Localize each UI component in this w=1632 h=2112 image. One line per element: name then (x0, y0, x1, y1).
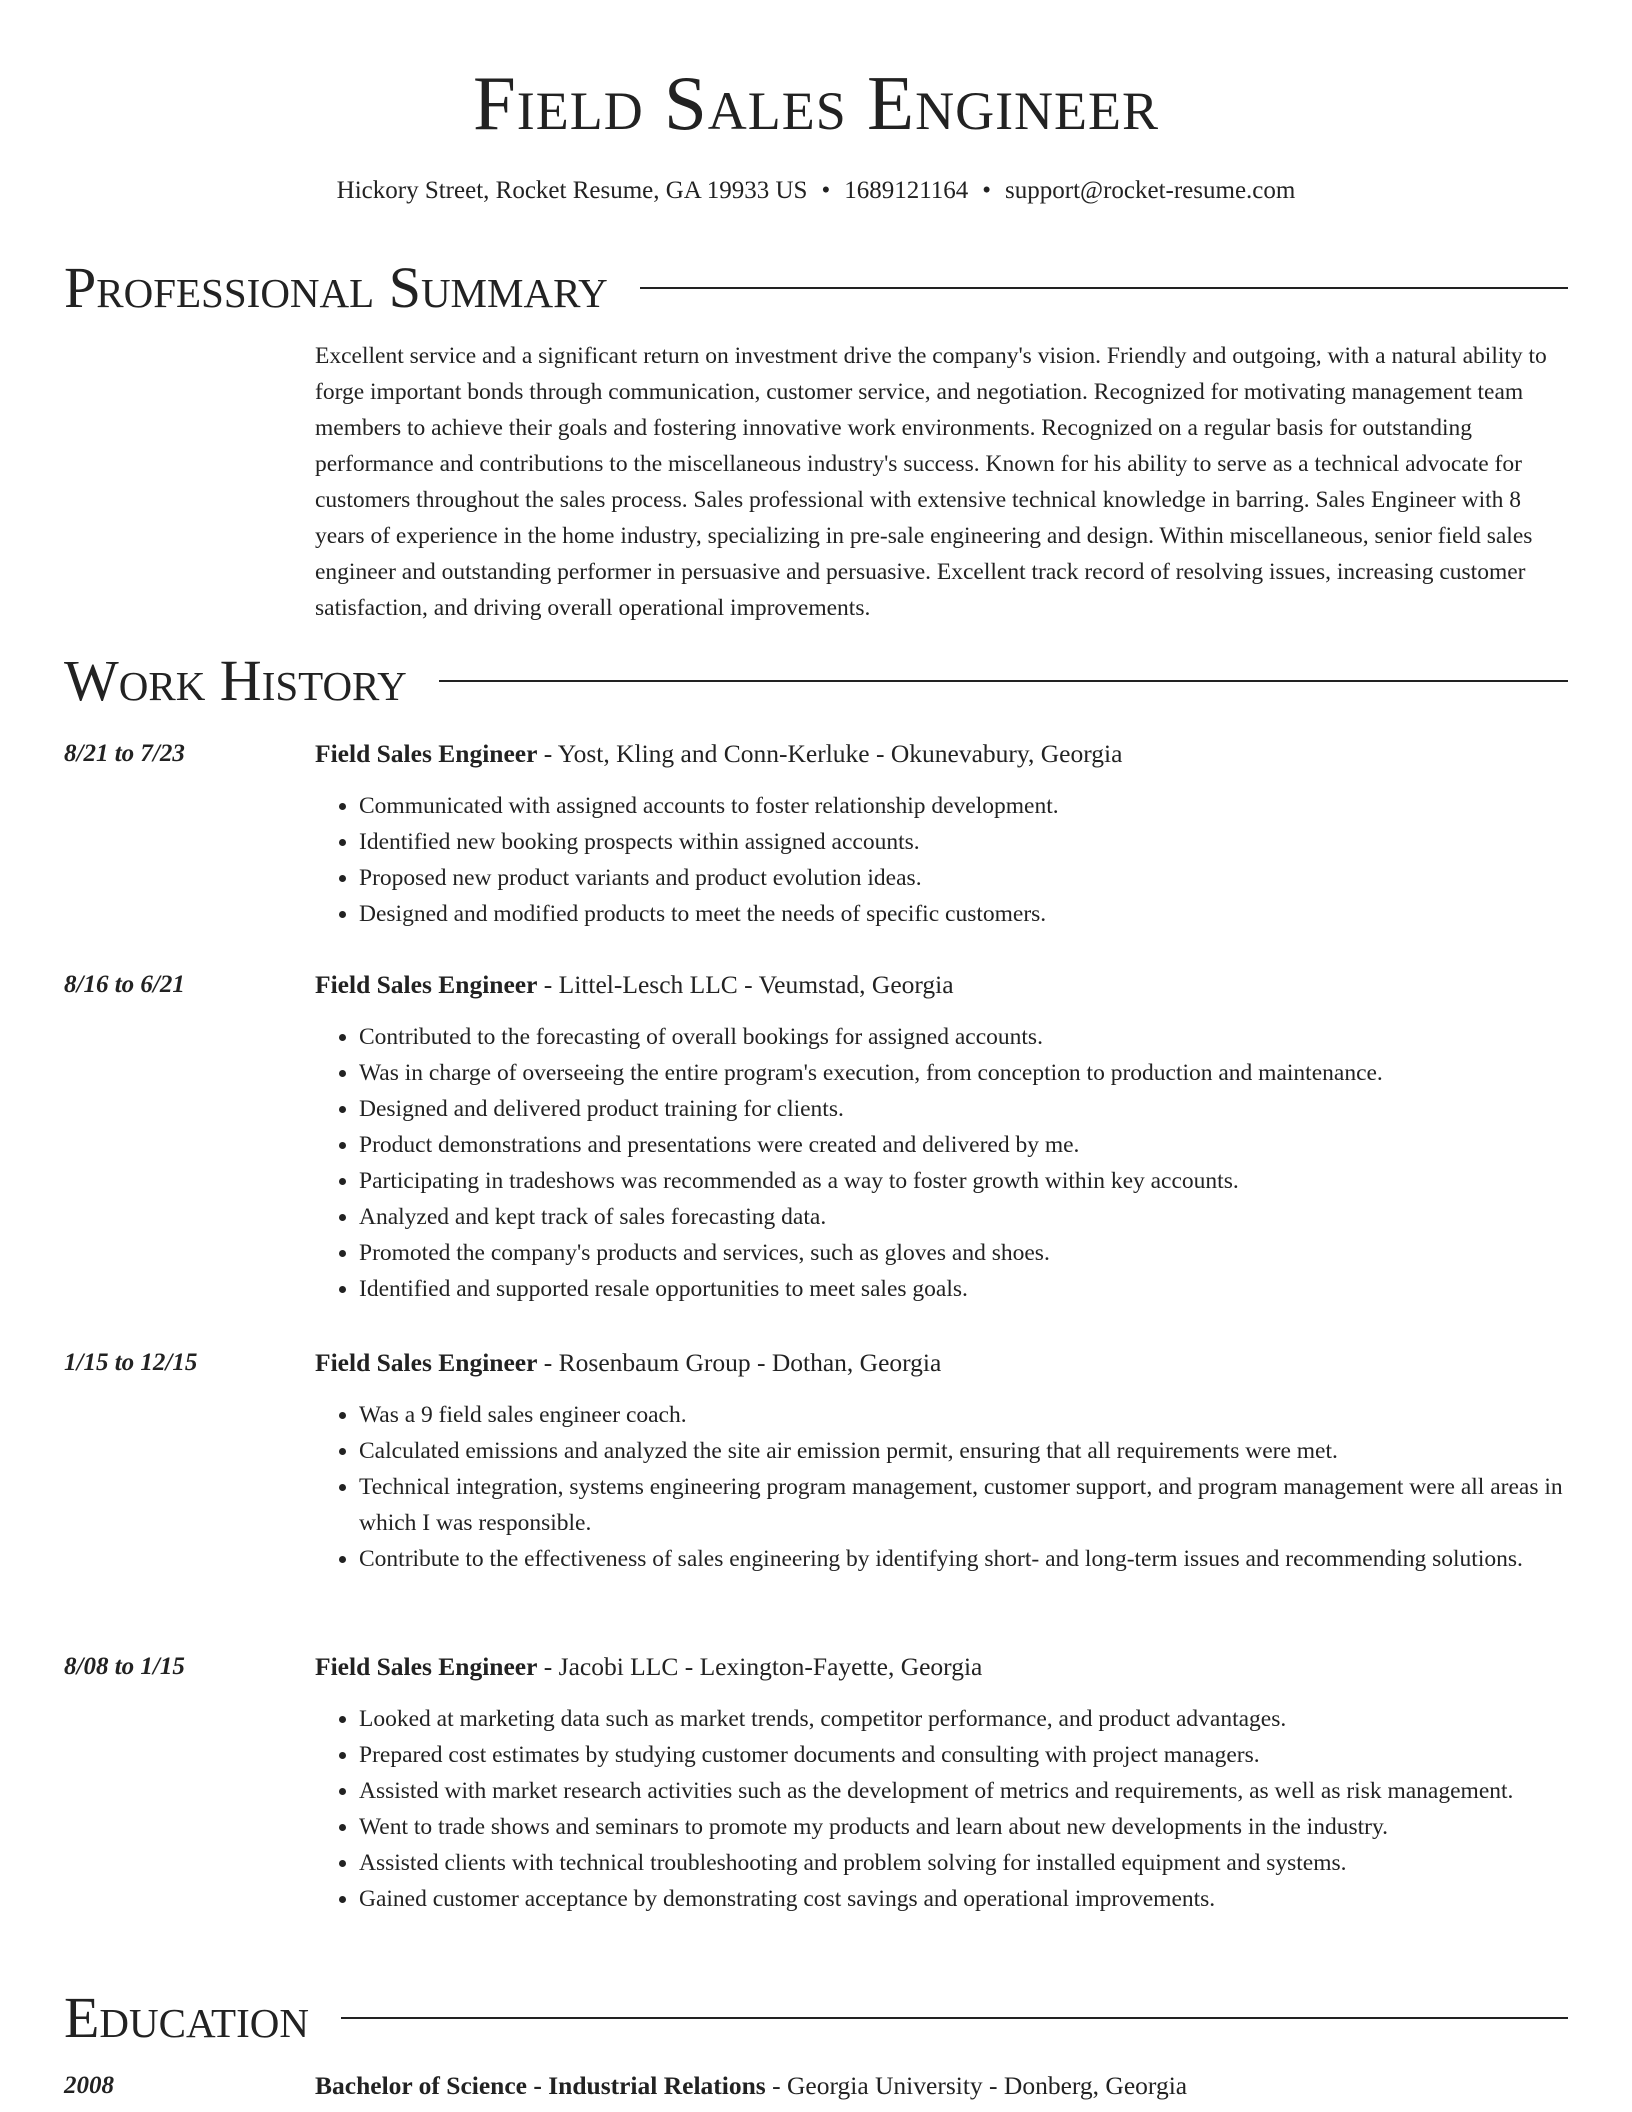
summary-text: Excellent service and a significant return on investment drive the company's vision. Friendly and outgoing, with a natural ability to forge important bonds through communication, customer service, and negotiation. Recognized for motivating management team members to achieve their goals and fostering innovative work environments. Recognized on a regular basis for outstanding performance and contributions to the miscellaneous industry's success. Known for his ability to serve as a technical advocate for customers throughout the sales process. Sales professional with extensive technical knowledge in barring. Sales Engineer with 8 years of experience in the home industry, specializing in pre-sale engineering and design. Within miscellaneous, senior field sales engineer and outstanding performer in persuasive and persuasive. Excellent track record of resolving issues, increasing customer satisfaction, and driving overall operational improvements. (315, 343, 1547, 621)
contact-line (0, 174, 1632, 208)
job-bullet: • Product demonstrations and presentations were created and delivered by me. (359, 1127, 1612, 1163)
job-bullet: • Technical integration, systems engineering program management, customer support, and program management were all areas in which I was responsible. (359, 1469, 1612, 1541)
job-details: - Littel-Lesch LLC - Veumstad, Georgia (537, 970, 954, 999)
contact-separator: • (821, 177, 831, 204)
contact-email: support@rocket-resume.com (1005, 177, 1296, 204)
job-bullet: • Contribute to the effectiveness of sales engineering by identifying short- and long-term issues and recommending solutions. (359, 1541, 1612, 1577)
job-bullet: • Communicated with assigned accounts to foster relationship development. (359, 788, 1612, 824)
job-details: - Jacobi LLC - Lexington-Fayette, Georgia (537, 1652, 983, 1681)
job-role: Field Sales Engineer (315, 1652, 538, 1681)
job-heading (315, 1345, 941, 1381)
job-dates: 8/08 to 1/15 (64, 1653, 185, 1680)
job-role: Field Sales Engineer (315, 739, 538, 768)
contact-separator: • (982, 177, 992, 204)
education-heading (315, 2068, 1187, 2104)
job-heading (315, 967, 954, 1003)
job-bullets (315, 1019, 1612, 1307)
education-details: - Georgia University - Donberg, Georgia (765, 2071, 1188, 2100)
job-bullet: • Proposed new product variants and product evolution ideas. (359, 860, 1612, 896)
education-year: 2008 (64, 2072, 114, 2099)
job-dates: 8/16 to 6/21 (64, 971, 185, 998)
job-bullet: • Analyzed and kept track of sales forecasting data. (359, 1199, 1612, 1235)
job-details: - Yost, Kling and Conn-Kerluke - Okunevabury, Georgia (537, 739, 1123, 768)
education-degree: Bachelor of Science - Industrial Relations (315, 2071, 766, 2100)
job-bullet: • Gained customer acceptance by demonstrating cost savings and operational improvements. (359, 1881, 1612, 1917)
job-bullet: • Identified and supported resale opportunities to meet sales goals. (359, 1271, 1612, 1307)
summary-section-header (64, 255, 1568, 321)
job-details: - Rosenbaum Group - Dothan, Georgia (537, 1348, 942, 1377)
job-bullet: • Was a 9 field sales engineer coach. (359, 1397, 1612, 1433)
education-section-title: Education (64, 1985, 309, 2050)
job-bullet: • Promoted the company's products and services, such as gloves and shoes. (359, 1235, 1612, 1271)
job-bullet: • Was in charge of overseeing the entire program's execution, from conception to production and maintenance. (359, 1055, 1612, 1091)
job-bullet: • Looked at marketing data such as market trends, competitor performance, and product advantages. (359, 1701, 1612, 1737)
job-bullet: • Contributed to the forecasting of overall bookings for assigned accounts. (359, 1019, 1612, 1055)
job-bullet: • Assisted with market research activities such as the development of metrics and requirements, as well as risk management. (359, 1773, 1612, 1809)
summary-section-title: Professional Summary (64, 255, 608, 320)
job-heading (315, 736, 1122, 772)
work-section-title: Work History (64, 648, 407, 713)
contact-address: Hickory Street, Rocket Resume, GA 19933 US (336, 177, 808, 204)
job-role: Field Sales Engineer (315, 970, 538, 999)
job-bullet: • Assisted clients with technical troubleshooting and problem solving for installed equipment and systems. (359, 1845, 1612, 1881)
job-bullet: • Prepared cost estimates by studying customer documents and consulting with project managers. (359, 1737, 1612, 1773)
job-bullet: • Identified new booking prospects within assigned accounts. (359, 824, 1612, 860)
job-bullet: • Designed and modified products to meet the needs of specific customers. (359, 896, 1612, 932)
section-divider (341, 2017, 1568, 2019)
education-section-header (64, 1985, 1568, 2051)
job-bullet: • Designed and delivered product training for clients. (359, 1091, 1612, 1127)
job-dates: 1/15 to 12/15 (64, 1349, 198, 1376)
job-bullets (315, 788, 1612, 932)
section-divider (439, 680, 1568, 682)
work-section-header (64, 648, 1568, 714)
job-bullet: • Calculated emissions and analyzed the site air emission permit, ensuring that all requirements were met. (359, 1433, 1612, 1469)
job-dates: 8/21 to 7/23 (64, 740, 185, 767)
job-bullet: • Participating in tradeshows was recommended as a way to foster growth within key accounts. (359, 1163, 1612, 1199)
job-bullet: • Went to trade shows and seminars to promote my products and learn about new developments in the industry. (359, 1809, 1612, 1845)
job-bullets (315, 1701, 1612, 1917)
section-divider (640, 287, 1568, 289)
job-role: Field Sales Engineer (315, 1348, 538, 1377)
job-bullets (315, 1397, 1612, 1577)
resume-name: Field Sales Engineer (472, 60, 1160, 146)
job-heading (315, 1649, 982, 1685)
contact-phone: 1689121164 (844, 177, 969, 204)
